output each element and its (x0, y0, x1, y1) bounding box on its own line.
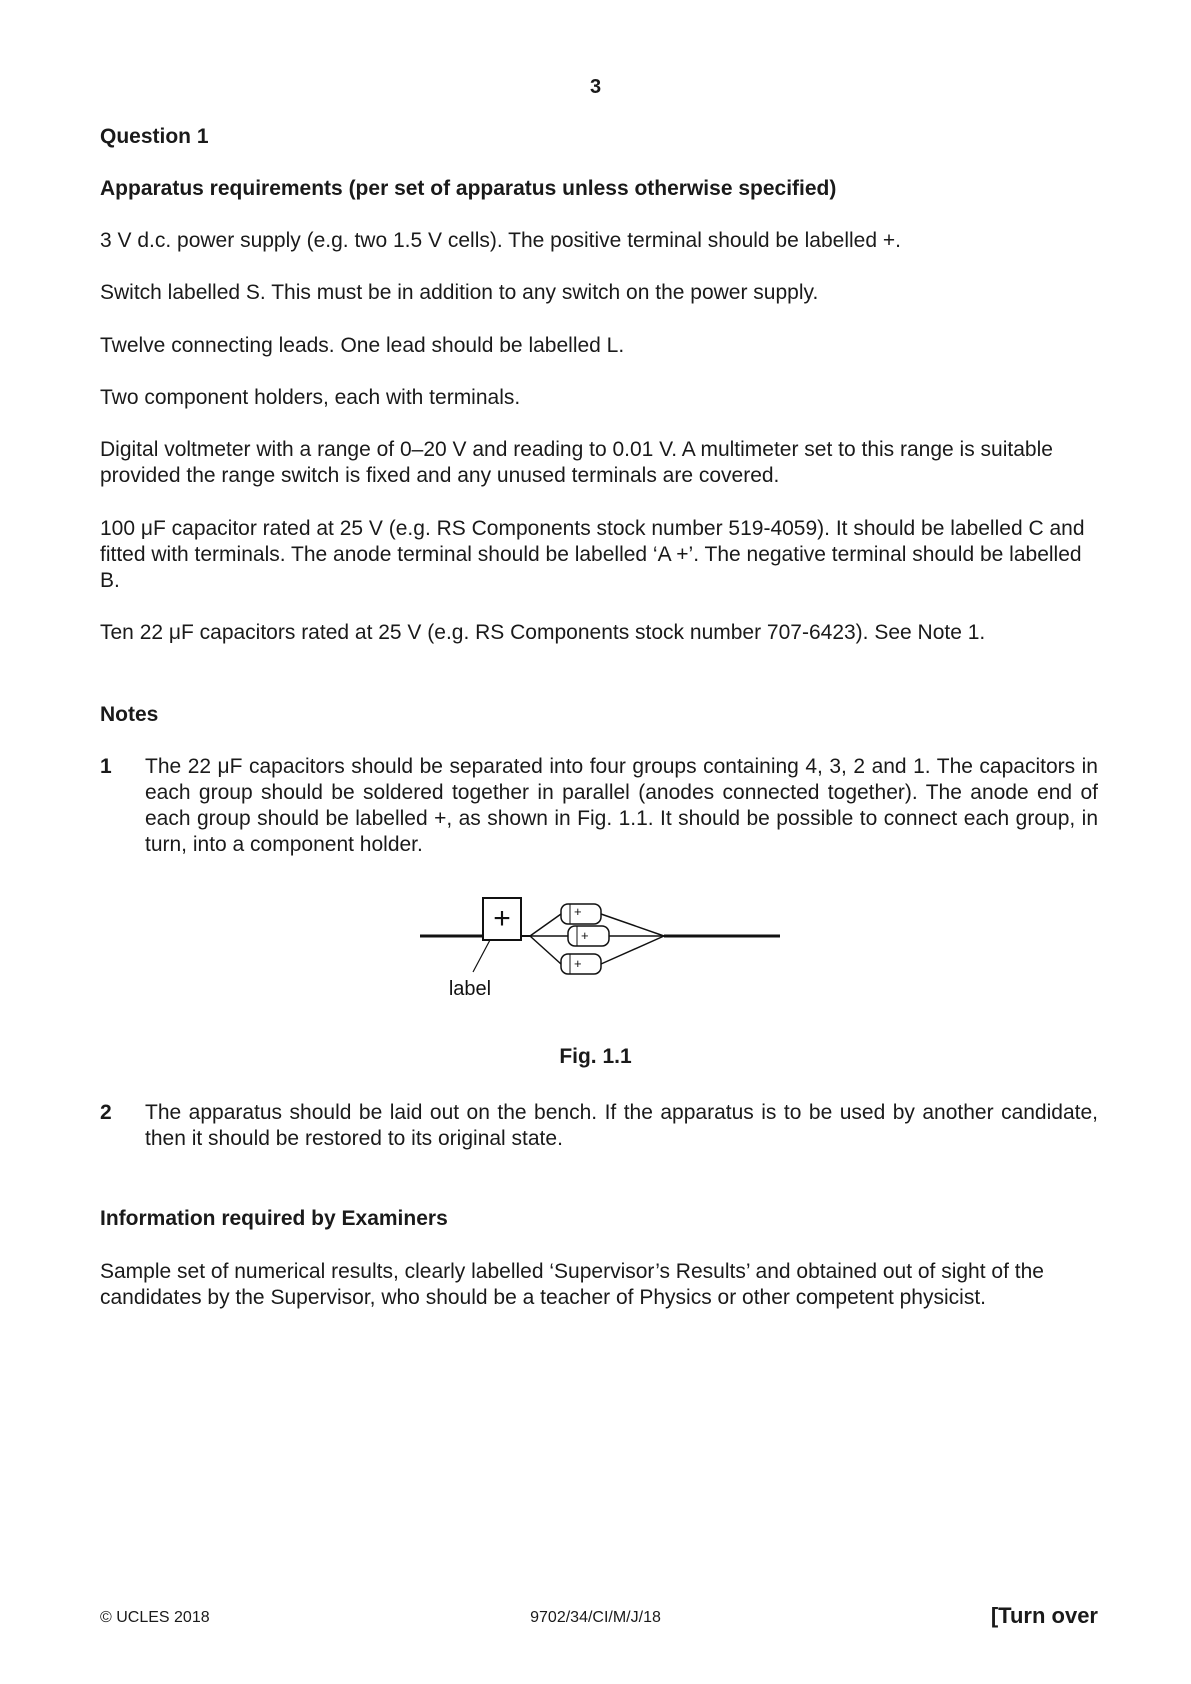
figure-caption: Fig. 1.1 (559, 1045, 632, 1068)
capacitor-middle (568, 926, 609, 946)
note-number: 1 (100, 755, 112, 778)
apparatus-item-capacitors-22: Ten 22 μF capacitors rated at 25 V (e.g. RS Components stock number 707-6423). See Note 1. (100, 621, 986, 644)
examiners-heading: Information required by Examiners (100, 1207, 448, 1230)
label-text: label (448, 978, 492, 1000)
apparatus-item-voltmeter: Digital voltmeter with a range of 0–20 V and reading to 0.01 V. A multimeter set to this range is suitable provided the range switch is fixed and any unused terminals are covered. (100, 438, 1053, 487)
label-pointer-line (473, 940, 490, 972)
note-2 (100, 1100, 1098, 1152)
apparatus-item-holders: Two component holders, each with terminals. (100, 386, 521, 409)
svg-text:+: + (574, 956, 582, 971)
note-text: The 22 μF capacitors should be separated into four groups containing 4, 3, 2 and 1. The capacitors in each group should be soldered together in parallel (anodes connected together). The anode end of each group should be labelled +, as shown in Fig. 1.1. It should be possible to connect each group, in turn, into a component holder. (145, 755, 1098, 856)
svg-text:+: + (574, 904, 582, 919)
footer-copyright: © UCLES 2018 (100, 1609, 210, 1626)
apparatus-item-switch: Switch labelled S. This must be in addition to any switch on the power supply. (100, 281, 819, 304)
question-heading: Question 1 (100, 125, 209, 148)
branch-top-right (601, 914, 664, 936)
figure-1-1 (420, 890, 780, 1010)
svg-text:+: + (581, 928, 589, 943)
label-plus-sign: + (493, 902, 511, 935)
note-text: The apparatus should be laid out on the bench. If the apparatus is to be used by another candidate, then it should be restored to its original state. (145, 1101, 1098, 1150)
apparatus-item-power-supply: 3 V d.c. power supply (e.g. two 1.5 V cells). The positive terminal should be labelled +. (100, 229, 901, 252)
examiners-text: Sample set of numerical results, clearly labelled ‘Supervisor’s Results’ and obtained out of sight of the candidates by the Supervisor, who should be a teacher of Physics or other competent physicist. (100, 1260, 1044, 1309)
capacitor-bottom (561, 954, 601, 974)
branch-bottom-left (530, 936, 561, 964)
capacitor-group-diagram (420, 890, 780, 1010)
notes-heading: Notes (100, 703, 159, 726)
capacitor-top (561, 904, 601, 924)
page-number: 3 (589, 76, 602, 98)
note-1 (100, 754, 1098, 858)
apparatus-item-leads: Twelve connecting leads. One lead should be labelled L. (100, 334, 625, 357)
apparatus-item-capacitor-100: 100 μF capacitor rated at 25 V (e.g. RS Components stock number 519-4059). It should be labelled C and fitted with terminals. The anode terminal should be labelled ‘A +’. The negative terminal should be labelled B. (100, 517, 1085, 592)
footer-turn-over: [Turn over (990, 1603, 1098, 1628)
branch-bottom-right (601, 936, 664, 964)
apparatus-heading: Apparatus requirements (per set of apparatus unless otherwise specified) (100, 177, 837, 200)
branch-top-left (530, 914, 561, 936)
footer-paper-code: 9702/34/CI/M/J/18 (530, 1609, 661, 1626)
note-number: 2 (100, 1101, 112, 1124)
